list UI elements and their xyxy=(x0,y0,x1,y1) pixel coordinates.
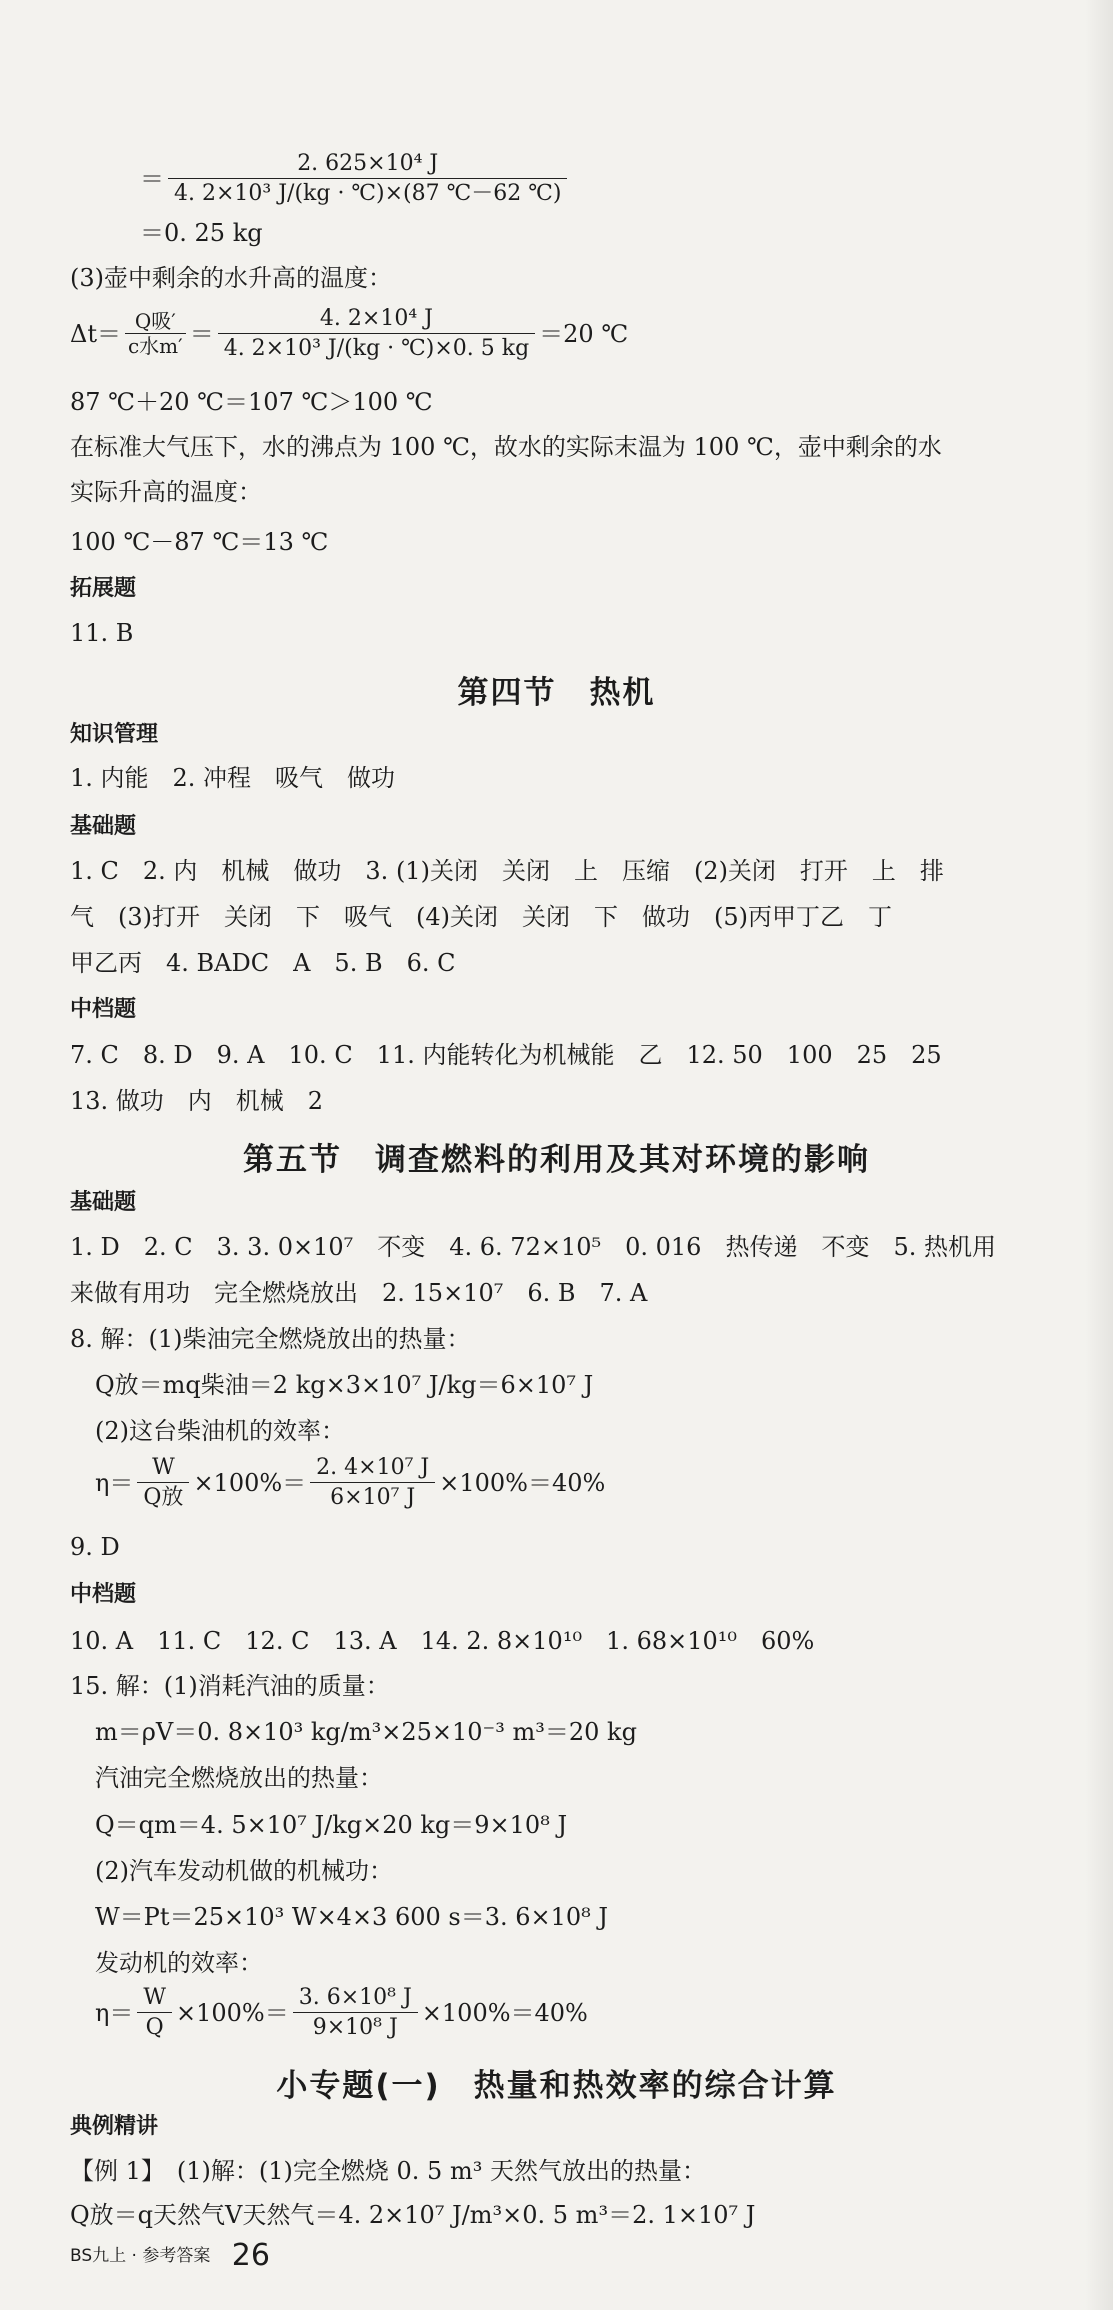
text-line: 87 ℃＋20 ℃＝107 ℃＞100 ℃ xyxy=(70,388,433,416)
section-label: 中档题 xyxy=(70,997,137,1022)
page-edge-shadow xyxy=(1085,0,1113,2310)
section-label: 中档题 xyxy=(70,1582,137,1607)
section-label: 基础题 xyxy=(70,1190,137,1215)
text-line: m＝ρV＝0. 8×10³ kg/m³×25×10⁻³ m³＝20 kg xyxy=(95,1718,637,1746)
section-label: 拓展题 xyxy=(70,576,137,601)
section-heading: 第四节 热机 xyxy=(457,675,656,711)
denominator: 6×10⁷ J xyxy=(330,1485,416,1510)
equation-rhs: ×100%＝40% xyxy=(421,1998,588,2027)
text-line: Q放＝mq柴油＝2 kg×3×10⁷ J/kg＝6×10⁷ J xyxy=(95,1371,594,1399)
text-line: 100 ℃－87 ℃＝13 ℃ xyxy=(70,528,329,556)
fraction xyxy=(168,150,567,207)
text-line: (2)这台柴油机的效率： xyxy=(95,1417,345,1445)
text-line: 实际升高的温度： xyxy=(70,478,262,506)
text-line: 1. 内能 2. 冲程 吸气 做功 xyxy=(70,764,396,792)
numerator: 3. 6×10⁸ J xyxy=(293,1984,418,2013)
fraction xyxy=(310,1454,435,1511)
equation-line-4 xyxy=(95,1984,588,2041)
numerator: W xyxy=(137,1984,172,2013)
denominator: c水m′ xyxy=(127,334,183,358)
text-line: 15. 解：(1)消耗汽油的质量： xyxy=(70,1672,390,1700)
text-line: W＝Pt＝25×10³ W×4×3 600 s＝3. 6×10⁸ J xyxy=(95,1903,609,1931)
fraction xyxy=(218,305,535,362)
text-line: 在标准大气压下，水的沸点为 100 ℃，故水的实际末温为 100 ℃，壶中剩余的水 xyxy=(70,433,942,461)
fraction xyxy=(137,1984,172,2041)
page-footer xyxy=(70,2238,270,2273)
denominator: Q放 xyxy=(143,1485,184,1510)
denominator: 4. 2×10³ J/(kg · ℃)×0. 5 kg xyxy=(223,336,530,361)
fraction xyxy=(293,1984,418,2041)
denominator: Q xyxy=(145,2015,164,2040)
equation-line-3 xyxy=(95,1454,605,1511)
text-line: 甲乙丙 4. BADC A 5. B 6. C xyxy=(70,949,456,977)
text-line: 汽油完全燃烧放出的热量： xyxy=(95,1764,383,1792)
fraction xyxy=(125,309,186,358)
denominator: 9×10⁸ J xyxy=(312,2015,398,2040)
fraction xyxy=(137,1454,189,1511)
text-line: (2)汽车发动机做的机械功： xyxy=(95,1857,393,1885)
equation-middle: ×100%＝ xyxy=(176,1998,289,2027)
numerator: 2. 625×10⁴ J xyxy=(168,150,567,179)
text-line: 9. D xyxy=(70,1533,120,1561)
numerator: 2. 4×10⁷ J xyxy=(310,1454,435,1483)
equals-sign: ＝ xyxy=(189,319,214,348)
equation-lhs: η＝ xyxy=(95,1998,134,2027)
numerator: W xyxy=(137,1454,189,1483)
equation-rhs: ×100%＝40% xyxy=(439,1468,606,1497)
text-line: 【例 1】 (1)解：(1)完全燃烧 0. 5 m³ 天然气放出的热量： xyxy=(70,2157,706,2185)
section-heading: 第五节 调查燃料的利用及其对环境的影响 xyxy=(243,1142,870,1178)
equals-sign: ＝ xyxy=(140,164,164,193)
equation-line-2 xyxy=(70,305,628,362)
text-line: 1. D 2. C 3. 3. 0×10⁷ 不变 4. 6. 72×10⁵ 0. 016 热传递 不变 5. 热机用 xyxy=(70,1233,996,1261)
text-line: Q放＝q天然气V天然气＝4. 2×10⁷ J/m³×0. 5 m³＝2. 1×10⁷ J xyxy=(70,2201,756,2229)
section-heading: 小专题(一) 热量和热效率的综合计算 xyxy=(276,2068,837,2104)
page-number: 26 xyxy=(231,2238,270,2273)
text-line: 来做有用功 完全燃烧放出 2. 15×10⁷ 6. B 7. A xyxy=(70,1279,648,1307)
text-line: Q＝qm＝4. 5×10⁷ J/kg×20 kg＝9×10⁸ J xyxy=(95,1811,568,1839)
footer-label: BS九上 · 参考答案 xyxy=(70,2246,211,2266)
numerator: 4. 2×10⁴ J xyxy=(218,305,535,334)
equation-line-1 xyxy=(140,150,571,207)
text-line: (3)壶中剩余的水升高的温度： xyxy=(70,264,392,292)
section-label: 基础题 xyxy=(70,814,137,839)
text-line: 1. C 2. 内 机械 做功 3. (1)关闭 关闭 上 压缩 (2)关闭 打开 上 排 xyxy=(70,857,944,885)
equation-middle: ×100%＝ xyxy=(193,1468,307,1497)
equation-rhs: ＝20 ℃ xyxy=(539,319,629,348)
equation-lhs: Δt＝ xyxy=(70,319,121,348)
text-line: 10. A 11. C 12. C 13. A 14. 2. 8×10¹⁰ 1. 68×10¹⁰ 60% xyxy=(70,1627,815,1655)
equation-lhs: η＝ xyxy=(95,1468,134,1497)
numerator: Q吸′ xyxy=(125,309,186,334)
text-line: 8. 解：(1)柴油完全燃烧放出的热量： xyxy=(70,1325,471,1353)
section-label: 典例精讲 xyxy=(70,2114,159,2139)
text-line: 7. C 8. D 9. A 10. C 11. 内能转化为机械能 乙 12. 50 100 25 25 xyxy=(70,1041,942,1069)
text-line: 11. B xyxy=(70,619,134,647)
text-line: ＝0. 25 kg xyxy=(140,219,263,247)
text-line: 发动机的效率： xyxy=(95,1949,263,1977)
section-label: 知识管理 xyxy=(70,722,159,747)
text-line: 13. 做功 内 机械 2 xyxy=(70,1087,324,1115)
text-line: 气 (3)打开 关闭 下 吸气 (4)关闭 关闭 下 做功 (5)丙甲丁乙 丁 xyxy=(70,903,892,931)
denominator: 4. 2×10³ J/(kg · ℃)×(87 ℃－62 ℃) xyxy=(174,181,562,206)
